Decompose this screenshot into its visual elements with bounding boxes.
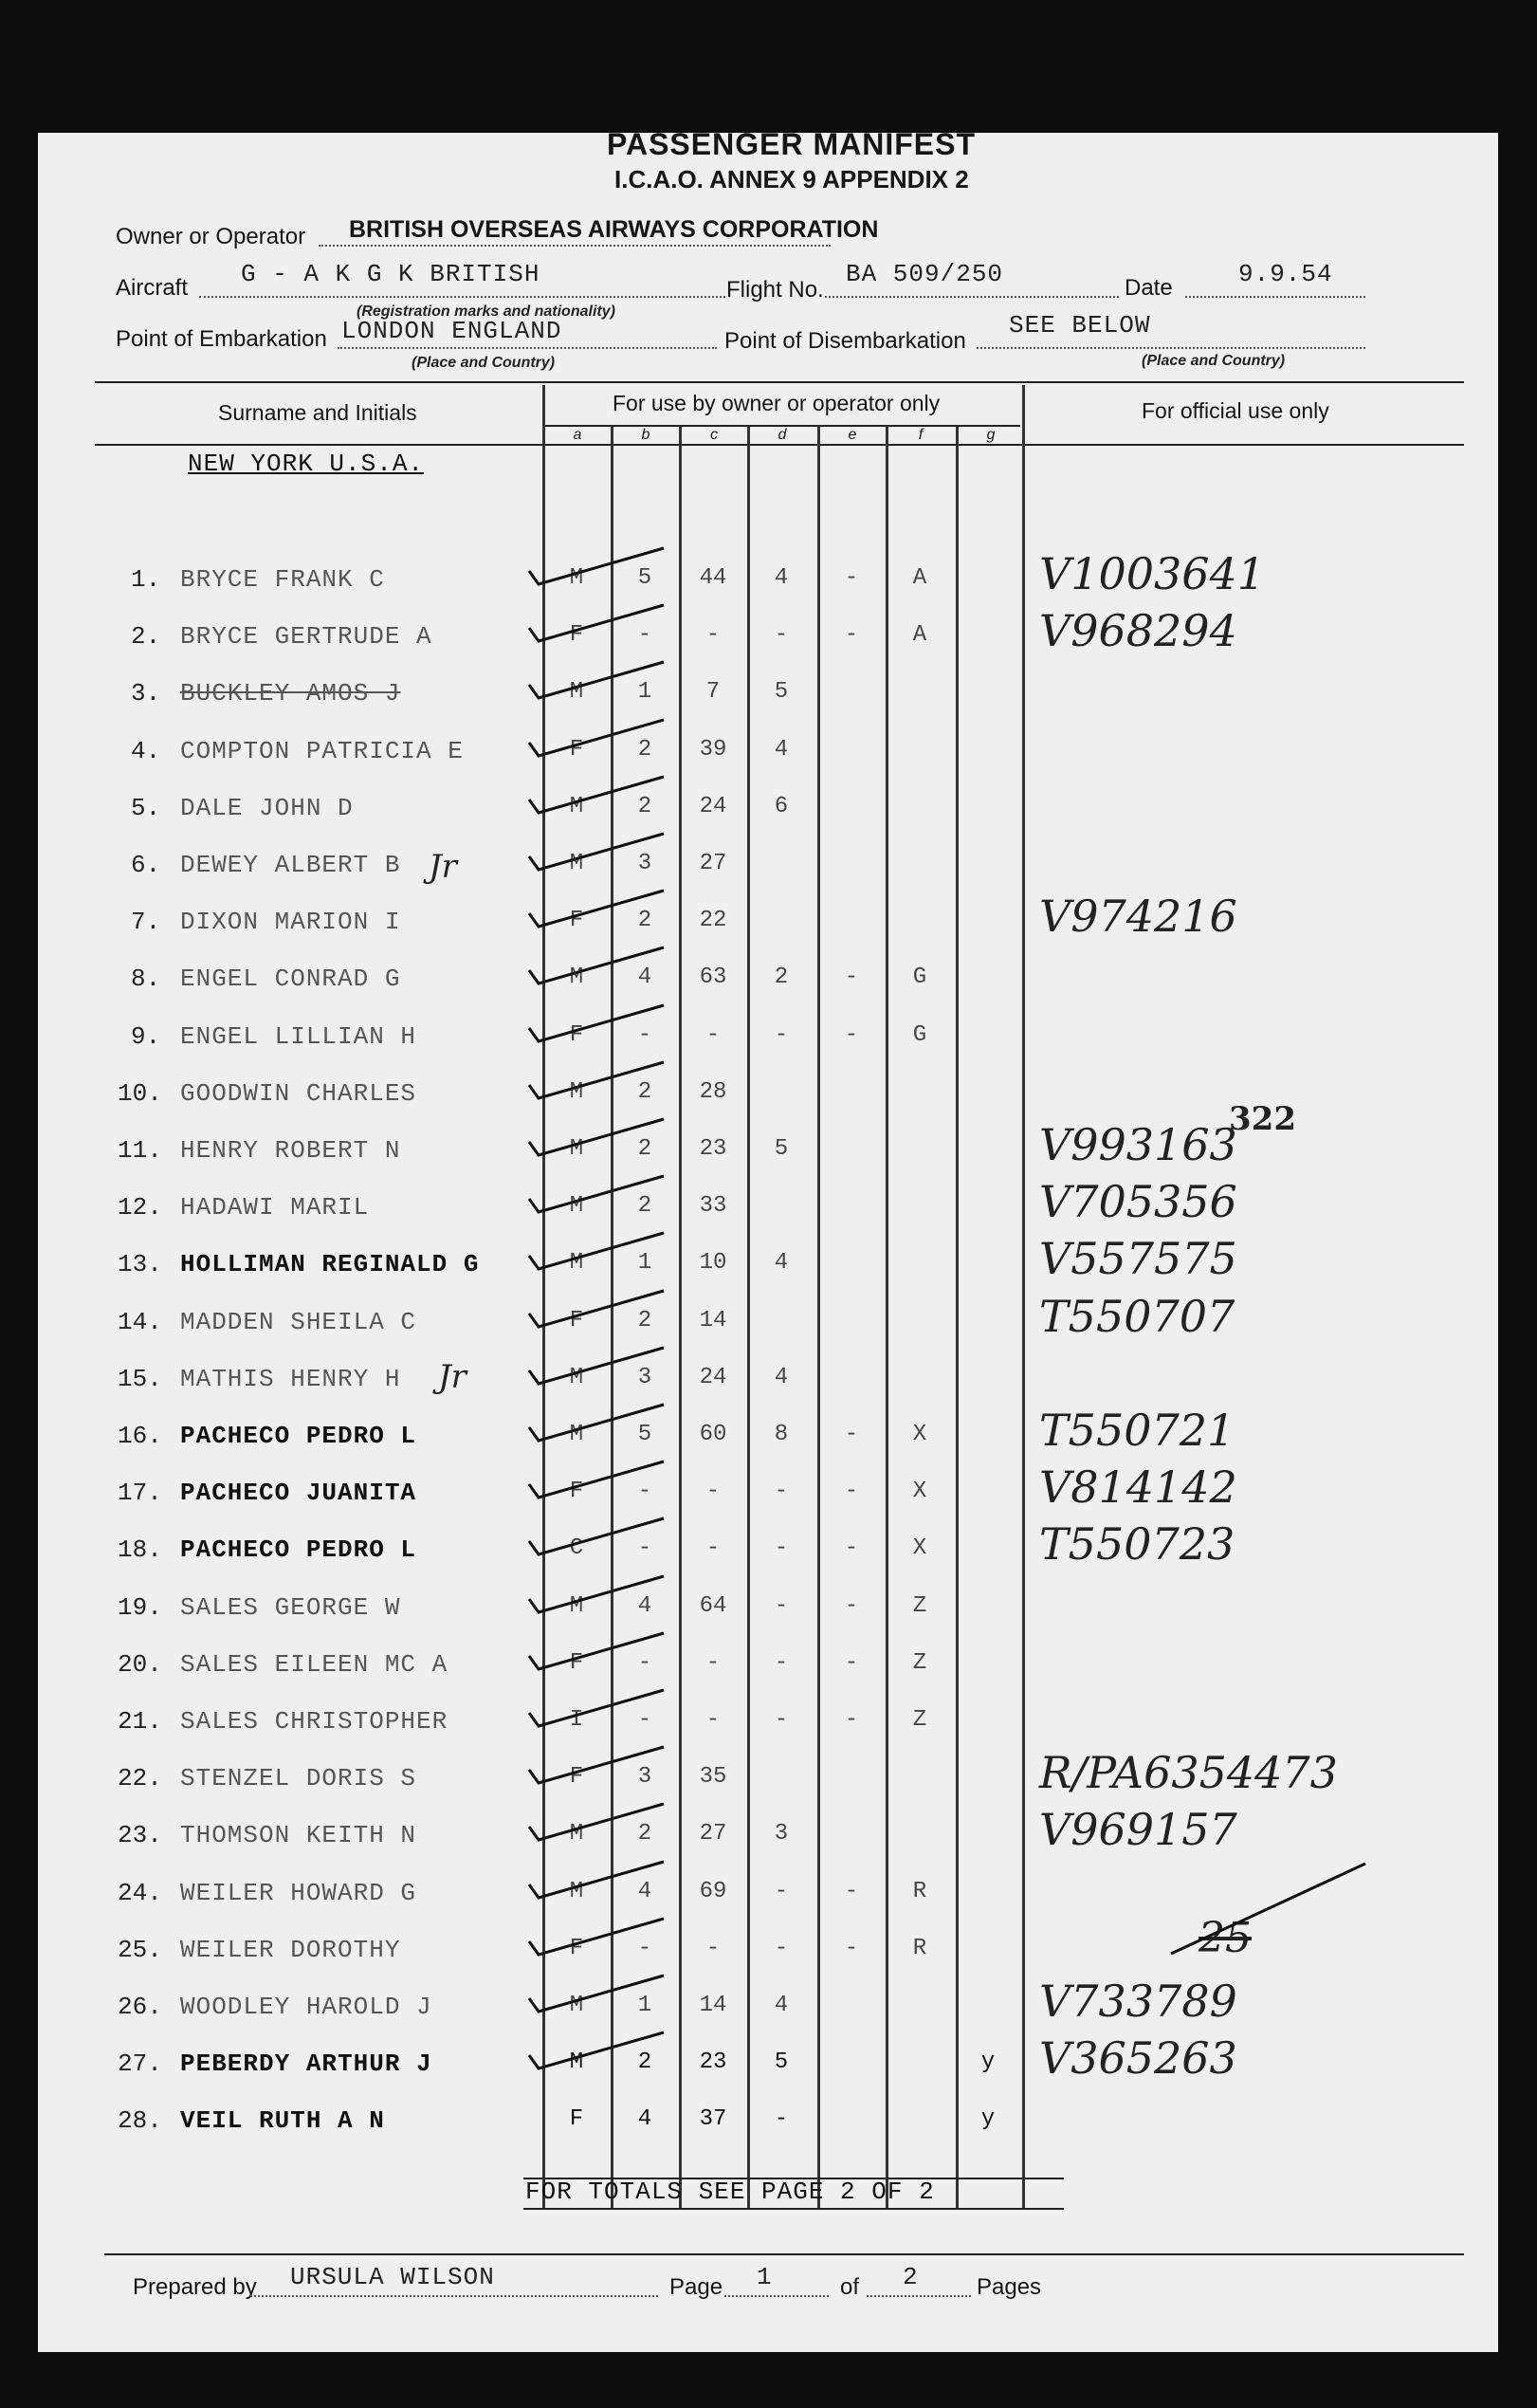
crossed-number: 25 <box>1198 1914 1252 1962</box>
grid-vline <box>747 427 750 2210</box>
passenger-name: DEWEY ALBERT B <box>180 851 401 879</box>
flight-value: BA 509/250 <box>846 260 1004 288</box>
grid-vline <box>817 427 820 2210</box>
check-mark <box>512 1856 673 1913</box>
cell-c: 24 <box>699 794 727 819</box>
owner-dotted-line <box>319 245 831 247</box>
check-mark <box>512 714 673 771</box>
cell-a: F <box>569 622 584 648</box>
cell-a: M <box>569 1365 584 1390</box>
cell-c: 37 <box>699 2106 727 2132</box>
cell-b: 3 <box>637 1764 652 1790</box>
cell-b: 3 <box>637 1365 652 1390</box>
passenger-name: COMPTON PATRICIA E <box>180 737 464 765</box>
aircraft-dotted-line <box>199 296 725 298</box>
check-mark <box>512 656 673 713</box>
check-mark <box>512 1285 673 1342</box>
row-number: 15. <box>118 1365 162 1393</box>
disembark-dotted-line <box>977 347 1365 349</box>
sub-col-header-d: d <box>778 427 787 443</box>
check-mark <box>512 1571 673 1627</box>
cell-d: - <box>774 1593 789 1619</box>
row-number: 18. <box>118 1535 162 1564</box>
cell-a: M <box>569 794 584 819</box>
cell-a: M <box>569 565 584 591</box>
grid-vline <box>956 427 959 2210</box>
page-label: Page <box>669 2274 723 2300</box>
totals-bottom-rule <box>523 2208 1064 2210</box>
cell-a: F <box>569 1308 584 1333</box>
row-number: 11. <box>118 1136 162 1165</box>
embark-note: (Place and Country) <box>412 355 556 371</box>
cell-a: F <box>569 737 584 763</box>
row-number: 23. <box>118 1821 162 1849</box>
cell-f: X <box>912 1535 927 1561</box>
passenger-name: STENZEL DORIS S <box>180 1764 417 1792</box>
cell-c: - <box>705 1707 721 1733</box>
cell-f: X <box>912 1479 927 1504</box>
totals-note: FOR TOTALS SEE PAGE 2 OF 2 <box>525 2178 935 2206</box>
passenger-name: HENRY ROBERT N <box>180 1136 401 1165</box>
cell-b: 2 <box>637 737 652 763</box>
cell-b: - <box>637 1650 652 1676</box>
passenger-name: WEILER HOWARD G <box>180 1879 417 1907</box>
cell-e: - <box>844 622 859 648</box>
passenger-name: WOODLEY HAROLD J <box>180 1993 432 2021</box>
check-mark <box>512 1741 673 1798</box>
cell-a: M <box>569 1422 584 1447</box>
cell-c: 23 <box>699 1136 727 1162</box>
check-mark <box>512 1227 673 1284</box>
cell-b: 5 <box>637 565 652 591</box>
check-mark <box>512 1627 673 1684</box>
cell-e: - <box>844 1422 859 1447</box>
passenger-name: THOMSON KEITH N <box>180 1821 417 1849</box>
cell-b: - <box>637 622 652 648</box>
row-number: 24. <box>118 1879 162 1907</box>
cell-c: - <box>705 1650 721 1676</box>
cell-b: 5 <box>637 1422 652 1447</box>
cell-a: F <box>569 1936 584 1961</box>
passenger-name: MATHIS HENRY H <box>180 1365 401 1393</box>
row-number: 4. <box>131 737 161 765</box>
cell-f: A <box>912 565 927 591</box>
cell-d: 5 <box>774 1136 789 1162</box>
check-mark <box>512 1000 673 1057</box>
passenger-name: PACHECO PEDRO L <box>180 1422 417 1450</box>
cell-d: 4 <box>774 1993 789 2018</box>
form-title: PASSENGER MANIFEST <box>607 127 976 161</box>
cell-b: 1 <box>637 1250 652 1276</box>
cell-a: M <box>569 1193 584 1219</box>
official-number: T550721 <box>1039 1405 1235 1456</box>
cell-a: M <box>569 1879 584 1904</box>
cell-a: F <box>569 908 584 933</box>
flight-dotted-line <box>825 296 1119 298</box>
sub-col-header-c: c <box>710 427 718 443</box>
check-mark <box>512 1684 673 1741</box>
cell-c: 7 <box>705 679 721 705</box>
cell-a: M <box>569 2050 584 2075</box>
passenger-name: MADDEN SHEILA C <box>180 1308 417 1336</box>
cell-e: - <box>844 1879 859 1904</box>
cell-b: 2 <box>637 1193 652 1219</box>
cell-f: X <box>912 1422 927 1447</box>
cell-c: 10 <box>699 1250 727 1276</box>
cell-g: y <box>980 2050 996 2075</box>
cell-f: R <box>912 1936 927 1961</box>
cell-a: M <box>569 1136 584 1162</box>
passenger-name: HADAWI MARIL <box>180 1193 370 1222</box>
cell-b: - <box>637 1936 652 1961</box>
cell-c: 27 <box>699 1821 727 1847</box>
cell-e: - <box>844 1479 859 1504</box>
embark-dotted-line <box>338 347 717 349</box>
check-mark <box>512 1970 673 2027</box>
passenger-name: VEIL RUTH A N <box>180 2106 385 2135</box>
registration-note: (Registration marks and nationality) <box>357 303 615 320</box>
cell-e: - <box>844 1650 859 1676</box>
cell-d: - <box>774 1022 789 1048</box>
cell-b: 2 <box>637 2050 652 2075</box>
aircraft-label: Aircraft <box>116 275 189 301</box>
cell-f: G <box>912 965 927 990</box>
cell-f: Z <box>912 1707 927 1733</box>
cell-d: - <box>774 1479 789 1504</box>
cell-f: Z <box>912 1650 927 1676</box>
official-number: V365263 <box>1039 2032 1237 2084</box>
check-mark <box>512 1113 673 1170</box>
header-top-rule <box>95 381 1464 383</box>
owner-label: Owner or Operator <box>116 224 306 249</box>
cell-c: 63 <box>699 965 727 990</box>
official-number: V969157 <box>1039 1804 1237 1855</box>
official-number: V733789 <box>1039 1976 1237 2027</box>
footer-rule <box>104 2253 1464 2255</box>
cell-c: - <box>705 1535 721 1561</box>
cell-b: - <box>637 1707 652 1733</box>
row-number: 20. <box>118 1650 162 1679</box>
col-owner-use-header: For use by owner or operator only <box>613 391 941 415</box>
cell-d: 3 <box>774 1821 789 1847</box>
passenger-name: PACHECO PEDRO L <box>180 1535 417 1564</box>
cell-b: 2 <box>637 908 652 933</box>
cell-a: I <box>569 1707 584 1733</box>
cell-a: M <box>569 1821 584 1847</box>
cell-e: - <box>844 1022 859 1048</box>
row-number: 16. <box>118 1422 162 1450</box>
cell-b: 2 <box>637 1308 652 1333</box>
official-number: T550723 <box>1039 1518 1235 1570</box>
col-surname-header: Surname and Initials <box>218 400 417 425</box>
passenger-name: HOLLIMAN REGINALD G <box>180 1250 480 1278</box>
cell-b: 4 <box>637 1593 652 1619</box>
sub-col-header-g: g <box>986 427 996 443</box>
check-mark <box>512 771 673 828</box>
row-number: 26. <box>118 1993 162 2021</box>
official-number: T550707 <box>1039 1291 1235 1342</box>
cell-c: 28 <box>699 1079 727 1105</box>
grid-vline <box>1022 385 1025 2210</box>
flight-label: Flight No. <box>726 277 824 303</box>
official-number: V968294 <box>1039 605 1237 656</box>
check-mark <box>512 885 673 942</box>
cell-e: - <box>844 1707 859 1733</box>
cell-b: 2 <box>637 1136 652 1162</box>
cell-c: 14 <box>699 1308 727 1333</box>
row-number: 6. <box>131 851 161 879</box>
grid-vline <box>886 427 888 2210</box>
check-mark <box>512 1798 673 1855</box>
check-mark <box>512 1170 673 1227</box>
passenger-name: BUCKLEY AMOS J <box>180 679 401 708</box>
row-number: 7. <box>131 908 161 936</box>
row-number: 3. <box>131 679 161 708</box>
row-number: 2. <box>131 622 161 651</box>
row-number: 1. <box>131 565 161 594</box>
date-value: 9.9.54 <box>1238 260 1333 288</box>
row-number: 12. <box>118 1193 162 1222</box>
check-mark <box>512 942 673 999</box>
strike-line <box>1166 1859 1375 1963</box>
jr-annotation: Jr <box>429 848 457 886</box>
embark-label: Point of Embarkation <box>116 326 327 352</box>
cell-b: 4 <box>637 965 652 990</box>
row-number: 21. <box>118 1707 162 1736</box>
row-number: 8. <box>131 965 161 993</box>
row-number: 19. <box>118 1593 162 1622</box>
cell-b: 3 <box>637 851 652 876</box>
row-number: 27. <box>118 2050 162 2078</box>
cell-b: 4 <box>637 1879 652 1904</box>
cell-d: 4 <box>774 737 789 763</box>
check-mark <box>512 1057 673 1113</box>
row-number: 9. <box>131 1022 161 1051</box>
cell-d: 5 <box>774 679 789 705</box>
row-number: 28. <box>118 2106 162 2135</box>
cell-c: - <box>705 1479 721 1504</box>
cell-c: - <box>705 622 721 648</box>
cell-f: A <box>912 622 927 648</box>
cell-b: 2 <box>637 1079 652 1105</box>
cell-d: - <box>774 1879 789 1904</box>
cell-c: 23 <box>699 2050 727 2075</box>
page-dotted-line <box>724 2295 829 2297</box>
cell-a: M <box>569 679 584 705</box>
jr-annotation: Jr <box>438 1358 467 1396</box>
cell-a: M <box>569 851 584 876</box>
passenger-name: BRYCE GERTRUDE A <box>180 622 432 651</box>
passenger-name: WEILER DOROTHY <box>180 1936 401 1964</box>
cell-d: 4 <box>774 1365 789 1390</box>
cell-d: 5 <box>774 2050 789 2075</box>
cell-e: - <box>844 1936 859 1961</box>
cell-d: - <box>774 1535 789 1561</box>
cell-d: 8 <box>774 1422 789 1447</box>
official-number: V705356 <box>1039 1176 1237 1227</box>
cell-d: 6 <box>774 794 789 819</box>
cell-b: 4 <box>637 2106 652 2132</box>
cell-c: 39 <box>699 737 727 763</box>
cell-a: M <box>569 965 584 990</box>
cell-c: 22 <box>699 908 727 933</box>
page-value: 1 <box>757 2263 773 2291</box>
prepared-value: URSULA WILSON <box>290 2263 495 2291</box>
cell-e: - <box>844 965 859 990</box>
official-number: V1003641 <box>1039 548 1266 599</box>
cell-c: 60 <box>699 1422 727 1447</box>
check-mark <box>512 2027 673 2084</box>
embark-value: LONDON ENGLAND <box>341 317 562 345</box>
cell-e: - <box>844 1593 859 1619</box>
cell-a: M <box>569 1250 584 1276</box>
cell-c: 24 <box>699 1365 727 1390</box>
cell-a: F <box>569 1479 584 1504</box>
passenger-name: ENGEL CONRAD G <box>180 965 401 993</box>
row-number: 17. <box>118 1479 162 1507</box>
cell-d: 4 <box>774 565 789 591</box>
grid-vline <box>679 427 682 2210</box>
row-number: 14. <box>118 1308 162 1336</box>
disembark-value: SEE BELOW <box>1009 311 1151 340</box>
cell-c: - <box>705 1022 721 1048</box>
passenger-name: ENGEL LILLIAN H <box>180 1022 417 1051</box>
cell-e: - <box>844 565 859 591</box>
cell-f: Z <box>912 1593 927 1619</box>
check-mark <box>512 1342 673 1399</box>
cell-c: - <box>705 1936 721 1961</box>
row-number: 10. <box>118 1079 162 1108</box>
official-number: V814142 <box>1039 1461 1237 1513</box>
cell-d: 4 <box>774 1250 789 1276</box>
check-mark <box>512 1513 673 1570</box>
row-number: 5. <box>131 794 161 822</box>
cell-c: 64 <box>699 1593 727 1619</box>
row-number: 25. <box>118 1936 162 1964</box>
disembark-label: Point of Disembarkation <box>724 328 966 354</box>
cell-a: M <box>569 1993 584 2018</box>
cell-b: 1 <box>637 679 652 705</box>
cell-a: F <box>569 1764 584 1790</box>
cell-d: 2 <box>774 965 789 990</box>
sub-col-header-f: f <box>918 427 924 443</box>
passenger-name: SALES GEORGE W <box>180 1593 401 1622</box>
cell-b: 2 <box>637 794 652 819</box>
check-mark <box>512 1913 673 1970</box>
cell-d: - <box>774 1707 789 1733</box>
date-dotted-line <box>1185 296 1365 298</box>
cell-c: 69 <box>699 1879 727 1904</box>
cell-a: C <box>569 1535 584 1561</box>
passenger-name: DIXON MARION I <box>180 908 401 936</box>
cell-d: - <box>774 2106 789 2132</box>
cell-e: - <box>844 1535 859 1561</box>
passenger-name: PACHECO JUANITA <box>180 1479 417 1507</box>
prepared-dotted-line <box>250 2295 658 2297</box>
aircraft-value: G - A K G K BRITISH <box>241 260 540 288</box>
cell-f: R <box>912 1879 927 1904</box>
cell-c: 44 <box>699 565 727 591</box>
cell-a: F <box>569 2106 584 2132</box>
disembark-note: (Place and Country) <box>1142 353 1286 369</box>
destination-label: NEW YORK U.S.A. <box>188 450 425 478</box>
cell-c: 33 <box>699 1193 727 1219</box>
sub-col-header-a: a <box>573 427 582 443</box>
cell-b: 2 <box>637 1821 652 1847</box>
cell-b: 1 <box>637 1993 652 2018</box>
owner-value: BRITISH OVERSEAS AIRWAYS CORPORATION <box>349 216 879 243</box>
cell-c: 14 <box>699 1993 727 2018</box>
official-number: V557575 <box>1039 1233 1237 1284</box>
check-mark <box>512 542 673 599</box>
check-mark <box>512 599 673 656</box>
cell-d: - <box>774 1936 789 1961</box>
cell-d: - <box>774 1650 789 1676</box>
row-number: 22. <box>118 1764 162 1792</box>
sub-col-header-e: e <box>848 427 857 443</box>
prepared-label: Prepared by <box>133 2274 257 2300</box>
cell-a: M <box>569 1593 584 1619</box>
col-official-header: For official use only <box>1142 398 1329 423</box>
cell-a: F <box>569 1650 584 1676</box>
cell-f: G <box>912 1022 927 1048</box>
form-subtitle: I.C.A.O. ANNEX 9 APPENDIX 2 <box>614 165 969 193</box>
pages-label: Pages <box>977 2274 1042 2300</box>
cell-g: y <box>980 2106 996 2132</box>
header-bottom-rule <box>95 444 1464 446</box>
of-dotted-line <box>867 2295 971 2297</box>
cell-b: - <box>637 1535 652 1561</box>
row-number: 13. <box>118 1250 162 1278</box>
of-value: 2 <box>903 2263 919 2291</box>
cell-d: - <box>774 622 789 648</box>
cell-b: - <box>637 1479 652 1504</box>
check-mark <box>512 828 673 885</box>
cell-a: F <box>569 1022 584 1048</box>
passenger-name: SALES CHRISTOPHER <box>180 1707 448 1736</box>
of-label: of <box>840 2274 860 2300</box>
passenger-name: DALE JOHN D <box>180 794 354 822</box>
check-mark <box>512 1399 673 1456</box>
sub-col-header-b: b <box>641 427 650 443</box>
passenger-name: GOODWIN CHARLES <box>180 1079 417 1108</box>
passenger-name: BRYCE FRANK C <box>180 565 385 594</box>
cell-b: - <box>637 1022 652 1048</box>
check-mark <box>512 1456 673 1513</box>
passenger-name: SALES EILEEN MC A <box>180 1650 448 1679</box>
official-number: V993163 <box>1039 1119 1237 1170</box>
official-number: R/PA6354473 <box>1039 1747 1338 1798</box>
cell-c: 35 <box>699 1764 727 1790</box>
official-number: V974216 <box>1039 891 1237 942</box>
date-label: Date <box>1125 275 1173 301</box>
handwritten-number: 322 <box>1229 1100 1296 1138</box>
cell-c: 27 <box>699 851 727 876</box>
passenger-name: PEBERDY ARTHUR J <box>180 2050 432 2078</box>
cell-a: M <box>569 1079 584 1105</box>
